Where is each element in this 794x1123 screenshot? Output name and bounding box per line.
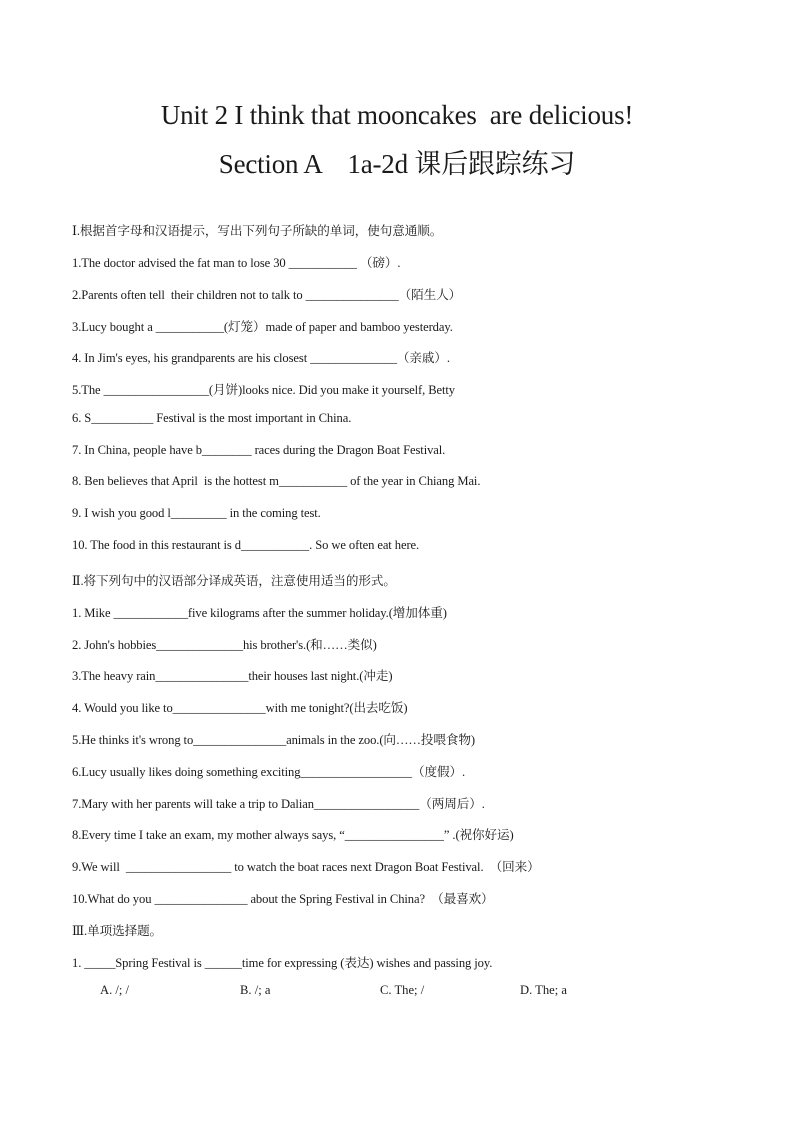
section-1-item: 4. In Jim's eyes, his grandparents are his closest ______________（亲戚）. — [72, 351, 450, 365]
section-1-item: 7. In China, people have b________ races during the Dragon Boat Festival. — [72, 443, 446, 457]
section-1-item: 1.The doctor advised the fat man to lose 30 ___________ （磅）. — [72, 256, 401, 270]
section-2-item: 10.What do you _______________ about the Spring Festival in China? （最喜欢） — [72, 892, 494, 906]
section-1-item: 5.The _________________(月饼)looks nice. Did you make it yourself, Betty — [72, 383, 456, 397]
section-2-item: 3.The heavy rain_______________their houses last night.(冲走) — [72, 669, 393, 683]
section-1-item: 9. I wish you good l_________ in the coming test. — [72, 506, 321, 520]
option-d: D. The; a — [520, 983, 567, 997]
section-2-item: 4. Would you like to_______________with me tonight?(出去吃饭) — [72, 701, 408, 715]
section-1-item: 8. Ben believes that April is the hottest m___________ of the year in Chiang Mai. — [72, 474, 481, 488]
section-2-item: 1. Mike ____________five kilograms after the summer holiday.(增加体重) — [72, 606, 447, 620]
section-1-item: 10. The food in this restaurant is d___________. So we often eat here. — [72, 538, 420, 552]
option-c: C. The; / — [380, 983, 425, 997]
section-1-item: 3.Lucy bought a ___________(灯笼）made of paper and bamboo yesterday. — [72, 320, 453, 334]
section-3-question-1: 1. _____Spring Festival is ______time for expressing (表达) wishes and passing joy. — [72, 956, 493, 970]
section-1-heading: Ⅰ.根据首字母和汉语提示，写出下列句子所缺的单词，使句意通顺。 — [72, 224, 443, 238]
page-title-line-2: Section A 1a-2d 课后跟踪练习 — [218, 149, 576, 179]
section-1-item: 2.Parents often tell their children not to talk to _______________（陌生人） — [72, 288, 462, 302]
section-3-heading: Ⅲ.单项选择题。 — [72, 924, 163, 938]
section-2-item: 6.Lucy usually likes doing something exciting__________________（度假）. — [72, 765, 466, 779]
option-b: B. /; a — [240, 983, 271, 997]
section-2-item: 9.We will _________________ to watch the boat races next Dragon Boat Festival. （回来） — [72, 860, 540, 874]
option-a: A. /; / — [100, 983, 130, 997]
section-2-item: 5.He thinks it's wrong to_______________animals in the zoo.(向……投喂食物) — [72, 733, 475, 747]
section-2-heading: Ⅱ.将下列句中的汉语部分译成英语，注意使用适当的形式。 — [72, 574, 396, 588]
section-2-item: 2. John's hobbies______________his brother's.(和……类似) — [72, 638, 377, 652]
page-title-line-1: Unit 2 I think that mooncakes are delicious! — [160, 100, 634, 130]
section-2-item: 8.Every time I take an exam, my mother always says, “________________” .(祝你好运) — [72, 828, 514, 842]
section-1-item: 6. S__________ Festival is the most important in China. — [72, 411, 352, 425]
section-2-item: 7.Mary with her parents will take a trip to Dalian_________________（两周后）. — [72, 797, 485, 811]
